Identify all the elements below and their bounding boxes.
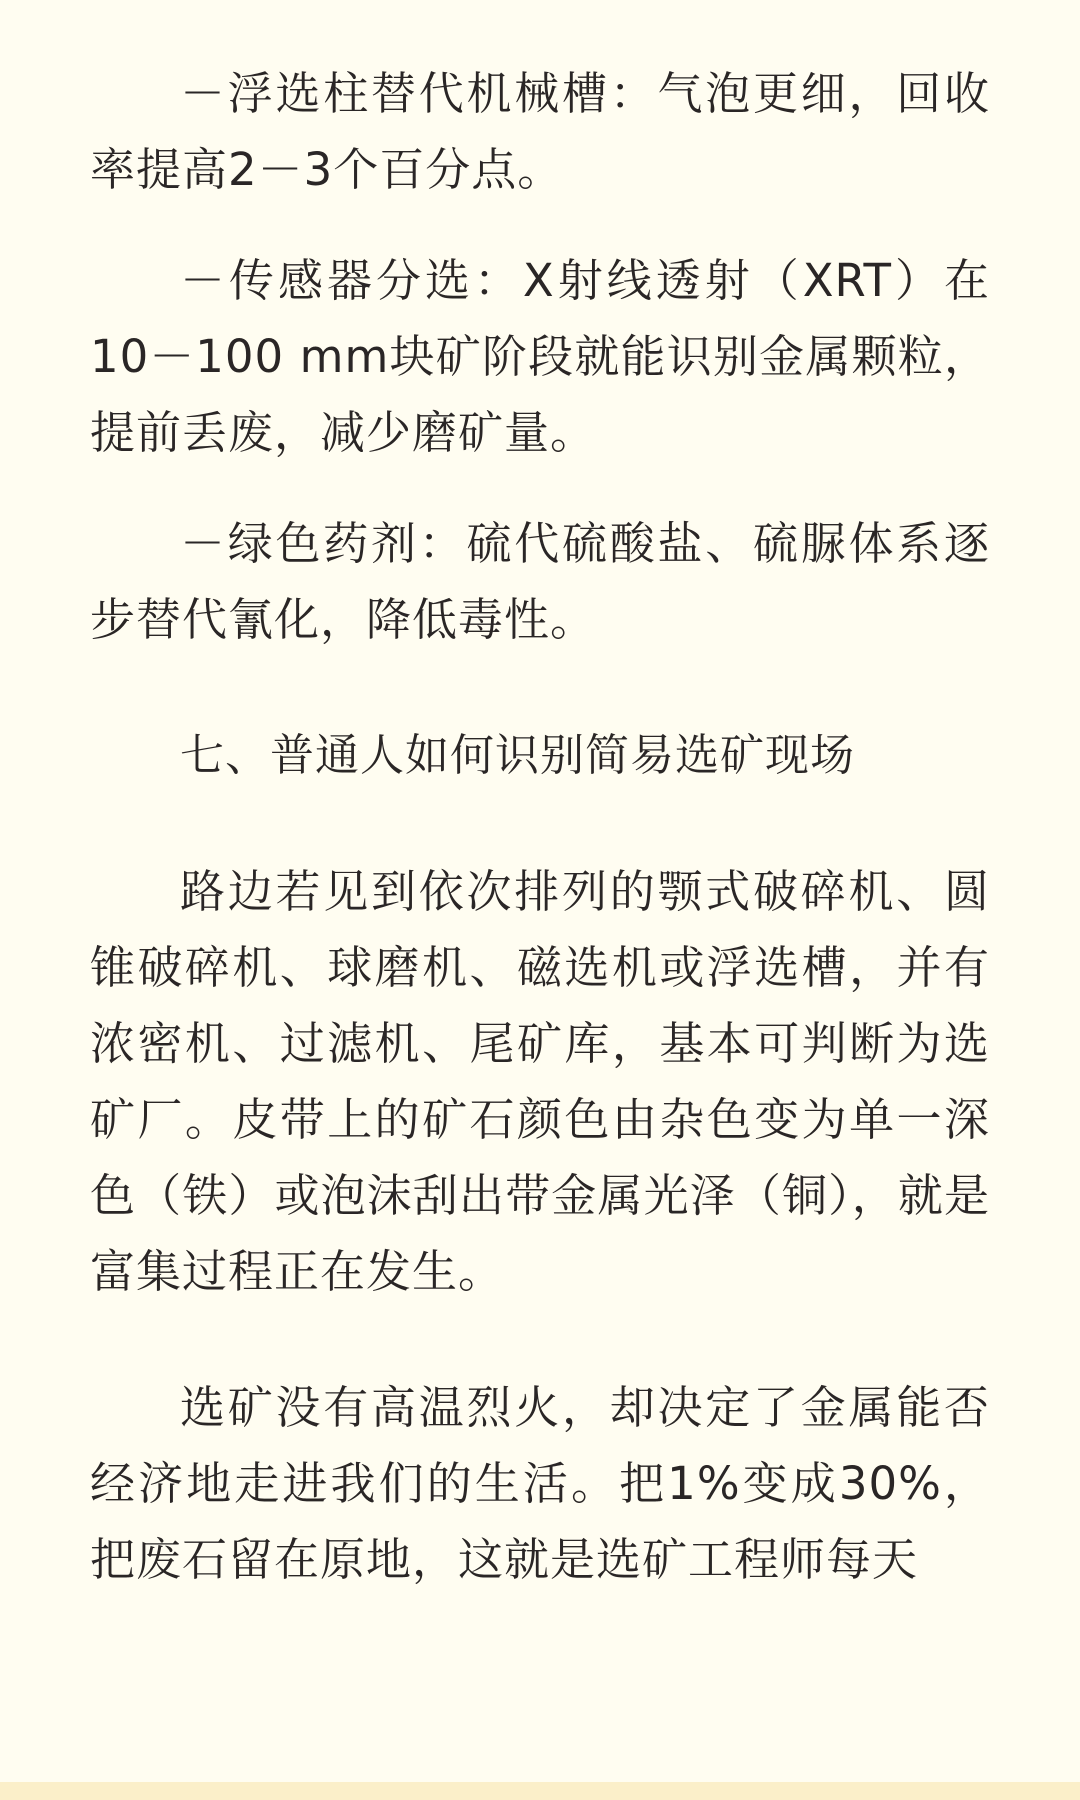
bullet-flotation-column: －浮选柱替代机械槽：气泡更细，回收率提高2－3个百分点。 — [90, 67, 990, 196]
bullet-sensor-sorting: －传感器分选：X射线透射（XRT）在10－100 mm块矿阶段就能识别金属颗粒，提前丢废，减少磨矿量。 — [90, 254, 990, 459]
article-content — [90, 56, 990, 1598]
paragraph-identify-plant: 路边若见到依次排列的颚式破碎机、圆锥破碎机、球磨机、磁选机或浮选槽，并有浓密机、过滤机、尾矿库，基本可判断为选矿厂。皮带上的矿石颜色由杂色变为单一深色（铁）或泡沫刮出带金属光泽（铜），就是富集过程正在发生。 — [90, 865, 990, 1298]
paragraph-conclusion: 选矿没有高温烈火，却决定了金属能否经济地走进我们的生活。把1%变成30%，把废石留在原地，这就是选矿工程师每天 — [90, 1381, 990, 1586]
bullet-green-reagents: －绿色药剂：硫代硫酸盐、硫脲体系逐步替代氰化，降低毒性。 — [90, 517, 990, 646]
section-heading: 七、普通人如何识别简易选矿现场 — [180, 730, 855, 781]
bottom-band — [0, 1782, 1080, 1800]
